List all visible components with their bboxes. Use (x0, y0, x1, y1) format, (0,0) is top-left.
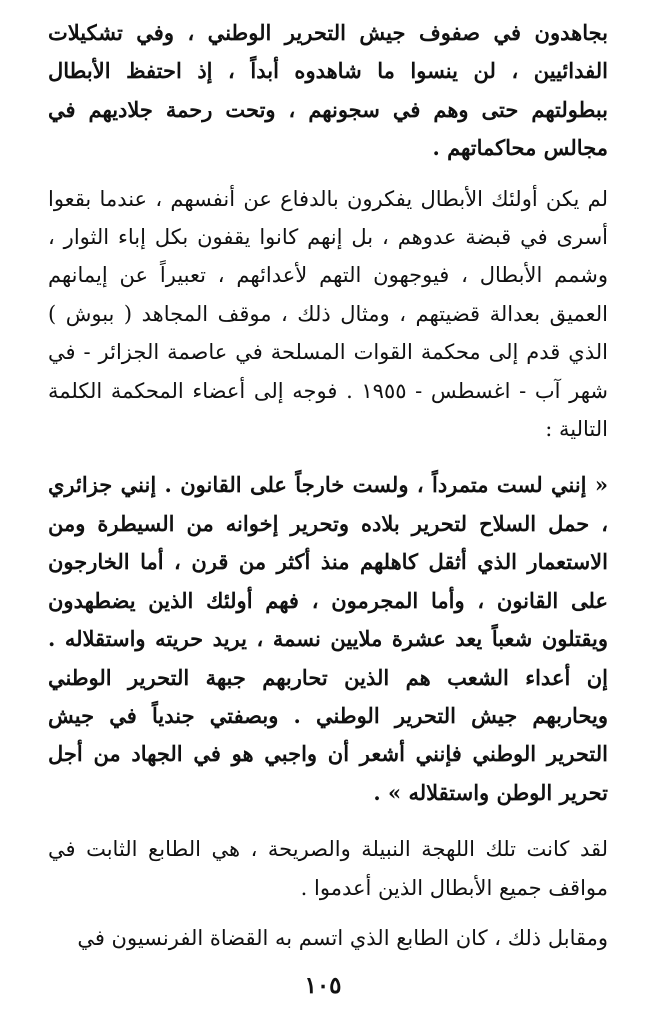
paragraph-4: ومقابل ذلك ، كان الطابع الذي اتسم به القضاة الفرنسيون في (77, 925, 608, 950)
paragraph-3: لقد كانت تلك اللهجة النبيلة والصريحة ، هي الطابع الثابت في مواقف جميع الأبطال الذين أعدموا . (48, 837, 608, 900)
page-body (48, 14, 608, 957)
page-number: ١٠٥ (304, 972, 342, 999)
paragraph-quote: « إنني لست متمرداً ، ولست خارجاً على القانون . إنني جزائري ، حمل السلاح لتحرير بلاده وتحرير إخوانه من السيطرة ومن الاستعمار الذي أثقل كاهلهم منذ أكثر من قرن ، أما الخارجون على القانون ، وأما المجرمون ، فهم أولئك الذين يضطهدون ويقتلون شعباً يعد عشرة ملايين نسمة ، يريد حريته واستقلاله . إن أعداء الشعب هم الذين تحاربهم جبهة التحرير الوطني ويحاربهم جيش التحرير الوطني . وبصفتي جندياً في جيش التحرير الوطني فإنني أشعر أن واجبي هو في الجهاد من أجل تحرير الوطن واستقلاله » . (48, 472, 608, 805)
paragraph-1: بجاهدون في صفوف جيش التحرير الوطني ، وفي تشكيلات الفدائيين ، لن ينسوا ما شاهدوه أبداً ، إذ احتفظ الأبطال ببطولتهم حتى وهم في سجونهم ، وتحت رحمة جلاديهم في مجالس محاكماتهم . (48, 20, 608, 161)
paragraph-2: لم يكن أولئك الأبطال يفكرون بالدفاع عن أنفسهم ، عندما بقعوا أسرى في قبضة عدوهم ، بل إنهم كانوا يقفون بكل إباء الثوار ، وشمم الأبطال ، فيوجهون التهم لأعدائهم ، تعبيراً عن إيمانهم العميق بعدالة قضيتهم ، ومثال ذلك ، موقف المجاهد ( ببوش ) الذي قدم إلى محكمة القوات المسلحة في عاصمة الجزائر - في شهر آب - اغسطس - ١٩٥٥ . فوجه إلى أعضاء المحكمة الكلمة التالية : (48, 186, 608, 442)
